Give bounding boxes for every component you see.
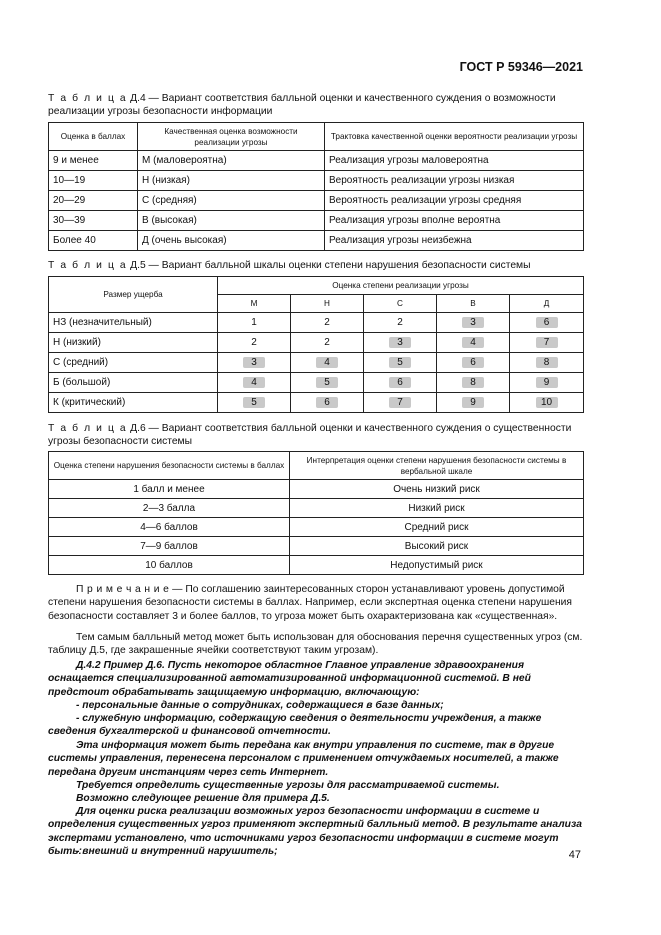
body-paragraph: Эта информация может быть передана как внутри управления по системе, так в другие системы управления, перенесена персоналом с применением отчуждаемых носителей, а также передана другим инстанциям через сеть Интернет. — [48, 740, 559, 778]
table-d5-caption — [48, 259, 588, 272]
table-d5-caption-text: Д.5 — Вариант балльной шкалы оценки степени нарушения безопасности системы — [130, 260, 531, 271]
score-cell — [510, 353, 584, 373]
body-paragraph: Для оценки риска реализации возможных угроз безопасности информации в системе и определения существенных угроз применяют экспертный балльный метод. В результате анализа экспертами установлено, что источниками угроз безопасности информации в системе могут быть: — [48, 806, 582, 857]
table-cell: Н (низкая) — [138, 171, 325, 191]
shaded-score: 3 — [243, 357, 265, 368]
table-row — [49, 211, 584, 231]
list-item: - служебную информацию, содержащую сведения о деятельности учреждения, а также сведения бухгалтерской и финансовой отчетности. — [48, 713, 542, 738]
table-d4-caption-prefix: Т а б л и ц а — [48, 93, 128, 104]
score-value: 2 — [397, 317, 403, 328]
table-d5-caption-prefix: Т а б л и ц а — [48, 260, 128, 271]
body-paragraph: Тем самым балльный метод может быть использован для обоснования перечня существенных угроз (см. таблицу Д.5, где закрашенные ячейки соответствуют таким угрозам). — [48, 632, 583, 657]
table-cell: Вероятность реализации угрозы средняя — [325, 191, 584, 211]
table-row — [49, 151, 584, 171]
score-cell — [291, 373, 364, 393]
table-row — [49, 373, 584, 393]
table-d6-header-interpretation: Интерпретация оценки степени нарушения безопасности системы в вербальной шкале — [290, 452, 584, 480]
score-cell — [218, 333, 291, 353]
table-cell: Недопустимый риск — [290, 556, 584, 575]
table-cell: Низкий риск — [290, 499, 584, 518]
table-cell: Реализация угрозы неизбежна — [325, 231, 584, 251]
score-cell — [510, 373, 584, 393]
score-cell — [364, 313, 437, 333]
score-cell — [364, 353, 437, 373]
score-cell — [437, 373, 510, 393]
table-row — [49, 537, 584, 556]
table-cell: 10 баллов — [49, 556, 290, 575]
table-cell: Вероятность реализации угрозы низкая — [325, 171, 584, 191]
table-cell: 9 и менее — [49, 151, 138, 171]
score-cell — [437, 333, 510, 353]
shaded-score: 9 — [536, 377, 558, 388]
shaded-score: 4 — [243, 377, 265, 388]
table-row — [49, 313, 584, 333]
table-cell: Реализация угрозы маловероятна — [325, 151, 584, 171]
list-item: - персональные данные о сотрудниках, содержащиеся в базе данных; — [76, 700, 444, 711]
score-cell — [218, 373, 291, 393]
table-d5-col-s: С — [364, 295, 437, 313]
score-cell — [364, 393, 437, 413]
shaded-score: 7 — [536, 337, 558, 348]
table-row — [49, 556, 584, 575]
table-d6-caption-text: Д.6 — Вариант соответствия балльной оценки и качественного суждения о существенности угрозы безопасности системы — [48, 423, 572, 447]
damage-label: Б (большой) — [49, 373, 218, 393]
table-cell: 30—39 — [49, 211, 138, 231]
example-paragraph: Д.4.2 Пример Д.6. Пусть некоторое областное Главное управление здравоохранения оснащается специализированной автоматизированной информационной системой. В ней предстоит обрабатывать защищаемую информацию, включающую: — [48, 660, 531, 698]
table-d6 — [48, 451, 584, 575]
table-cell: 2—3 балла — [49, 499, 290, 518]
table-row — [49, 231, 584, 251]
table-cell: 20—29 — [49, 191, 138, 211]
score-cell — [364, 373, 437, 393]
shaded-score: 4 — [316, 357, 338, 368]
table-row — [49, 393, 584, 413]
score-cell — [218, 313, 291, 333]
table-cell: Более 40 — [49, 231, 138, 251]
table-d5-col-n: Н — [291, 295, 364, 313]
table-d6-header-score: Оценка степени нарушения безопасности системы в баллах — [49, 452, 290, 480]
list-item: - внешний и внутренний нарушитель; — [76, 846, 278, 857]
table-cell: 10—19 — [49, 171, 138, 191]
damage-label: К (критический) — [49, 393, 218, 413]
shaded-score: 6 — [462, 357, 484, 368]
shaded-score: 10 — [536, 397, 558, 408]
table-cell: Реализация угрозы вполне вероятна — [325, 211, 584, 231]
shaded-score: 6 — [316, 397, 338, 408]
table-row — [49, 518, 584, 537]
damage-label: НЗ (незначительный) — [49, 313, 218, 333]
score-cell — [437, 353, 510, 373]
shaded-score: 5 — [316, 377, 338, 388]
table-d5 — [48, 276, 584, 413]
table-note — [48, 583, 588, 623]
shaded-score: 3 — [389, 337, 411, 348]
shaded-score: 9 — [462, 397, 484, 408]
table-d4-header-quality: Качественная оценка возможности реализации угрозы — [138, 123, 325, 151]
table-d4-header-interpretation: Трактовка качественной оценки вероятности реализации угрозы — [325, 123, 584, 151]
damage-label: С (средний) — [49, 353, 218, 373]
score-cell — [510, 333, 584, 353]
body-paragraph: Возможно следующее решение для примера Д.5. — [76, 793, 330, 804]
table-cell: М (маловероятна) — [138, 151, 325, 171]
table-cell: Средний риск — [290, 518, 584, 537]
table-d4-caption — [48, 92, 588, 118]
score-cell — [510, 313, 584, 333]
score-cell — [291, 333, 364, 353]
shaded-score: 4 — [462, 337, 484, 348]
table-d6-caption-prefix: Т а б л и ц а — [48, 423, 128, 434]
score-value: 2 — [251, 337, 257, 348]
score-cell — [218, 353, 291, 373]
score-cell — [218, 393, 291, 413]
table-cell: 1 балл и менее — [49, 480, 290, 499]
shaded-score: 6 — [389, 377, 411, 388]
note-label: П р и м е ч а н и е — [76, 584, 170, 595]
table-d5-col-v: В — [437, 295, 510, 313]
table-cell: 4—6 баллов — [49, 518, 290, 537]
score-cell — [291, 393, 364, 413]
table-d6-caption — [48, 422, 588, 448]
table-cell: 7—9 баллов — [49, 537, 290, 556]
score-value: 1 — [251, 317, 257, 328]
table-cell: Высокий риск — [290, 537, 584, 556]
shaded-score: 8 — [462, 377, 484, 388]
score-cell — [291, 353, 364, 373]
table-d5-header-damage: Размер ущерба — [49, 277, 218, 313]
damage-label: Н (низкий) — [49, 333, 218, 353]
table-row — [49, 353, 584, 373]
table-cell: Очень низкий риск — [290, 480, 584, 499]
score-cell — [437, 313, 510, 333]
shaded-score: 5 — [243, 397, 265, 408]
score-cell — [510, 393, 584, 413]
score-value: 2 — [324, 317, 330, 328]
table-cell: В (высокая) — [138, 211, 325, 231]
table-row — [49, 191, 584, 211]
table-d4 — [48, 122, 584, 251]
score-cell — [437, 393, 510, 413]
score-cell — [291, 313, 364, 333]
table-d4-header-score: Оценка в баллах — [49, 123, 138, 151]
table-d5-col-m: М — [218, 295, 291, 313]
table-d4-caption-text: Д.4 — Вариант соответствия балльной оценки и качественного суждения о возможности реализации угрозы безопасности информации — [48, 93, 556, 117]
table-cell: Д (очень высокая) — [138, 231, 325, 251]
table-cell: С (средняя) — [138, 191, 325, 211]
table-d5-col-d: Д — [510, 295, 584, 313]
shaded-score: 6 — [536, 317, 558, 328]
shaded-score: 7 — [389, 397, 411, 408]
body-paragraph: Требуется определить существенные угрозы для рассматриваемой системы. — [76, 780, 500, 791]
table-row — [49, 171, 584, 191]
shaded-score: 8 — [536, 357, 558, 368]
table-row — [49, 499, 584, 518]
table-row — [49, 480, 584, 499]
table-d5-header-degree: Оценка степени реализации угрозы — [218, 277, 584, 295]
shaded-score: 5 — [389, 357, 411, 368]
note-text: — По соглашению заинтересованных сторон устанавливают уровень допустимой степени нарушения безопасности системы в баллах. Например, если экспертная оценка степени нарушения безопасности составляет 3 и более баллов, то угроза может быть охарактеризована как «существенная». — [48, 584, 572, 622]
shaded-score: 3 — [462, 317, 484, 328]
standard-number: ГОСТ Р 59346—2021 — [459, 60, 583, 74]
score-cell — [364, 333, 437, 353]
score-value: 2 — [324, 337, 330, 348]
table-row — [49, 333, 584, 353]
page-number: 47 — [568, 849, 581, 861]
